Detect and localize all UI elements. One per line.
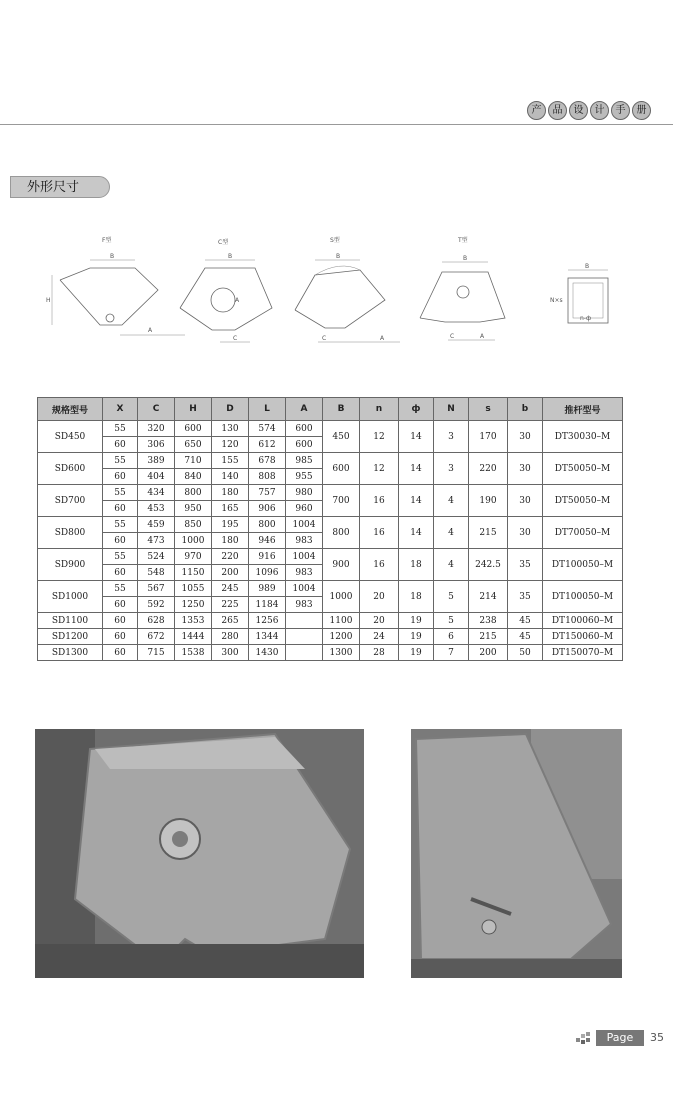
table-row [38, 421, 623, 437]
product-photo-right [411, 729, 622, 978]
table-cell: 60 [103, 565, 138, 581]
table-row [38, 485, 623, 501]
diagram-dim-label: C [233, 335, 238, 342]
table-cell: 5 [434, 581, 469, 613]
table-row [38, 613, 623, 629]
table-cell: 220 [212, 549, 249, 565]
table-cell: 650 [175, 437, 212, 453]
product-photo-left [35, 729, 364, 978]
table-cell: 14 [399, 485, 434, 517]
diagram-c-type [180, 238, 272, 342]
table-cell: 1004 [286, 549, 323, 565]
table-cell: 16 [360, 549, 399, 581]
table-cell: DT50050–M [543, 485, 623, 517]
table-cell: 225 [212, 597, 249, 613]
table-cell: DT100050–M [543, 581, 623, 613]
table-cell: 4 [434, 485, 469, 517]
model-cell: SD600 [38, 453, 103, 485]
table-cell: 1096 [249, 565, 286, 581]
table-cell: 600 [286, 437, 323, 453]
table-cell: 434 [138, 485, 175, 501]
table-cell: 200 [469, 645, 508, 661]
diagram-dim-label: C [450, 333, 455, 340]
diagram-dim-label: B [463, 255, 468, 262]
table-cell: DT100050–M [543, 549, 623, 581]
model-cell: SD900 [38, 549, 103, 581]
table-cell: 1100 [323, 613, 360, 629]
model-cell: SD1300 [38, 645, 103, 661]
col-header: 规格型号 [38, 398, 103, 421]
table-cell: 946 [249, 533, 286, 549]
col-header: B [323, 398, 360, 421]
table-cell: 19 [399, 645, 434, 661]
table-cell: 672 [138, 629, 175, 645]
table-cell: 989 [249, 581, 286, 597]
table-cell: 700 [323, 485, 360, 517]
table-cell: 600 [323, 453, 360, 485]
table-row [38, 517, 623, 533]
table-header-row [38, 398, 623, 421]
col-header: 推杆型号 [543, 398, 623, 421]
brand-char: 手 [611, 101, 630, 120]
col-header: s [469, 398, 508, 421]
table-cell: 130 [212, 421, 249, 437]
table-cell: 45 [508, 629, 543, 645]
table-cell: 592 [138, 597, 175, 613]
brand-title [527, 101, 651, 120]
table-row [38, 645, 623, 661]
diagram-flange [550, 263, 608, 323]
footer-page-label: Page [596, 1030, 644, 1046]
table-cell: 980 [286, 485, 323, 501]
model-cell: SD450 [38, 421, 103, 453]
diagram-dim-label: A [380, 335, 385, 342]
table-cell: 55 [103, 485, 138, 501]
diagram-dim-label: H [46, 297, 51, 304]
table-cell: 900 [323, 549, 360, 581]
model-cell: SD700 [38, 485, 103, 517]
table-cell: 60 [103, 597, 138, 613]
table-cell: 3 [434, 453, 469, 485]
table-cell: DT150070–M [543, 645, 623, 661]
table-cell: 1353 [175, 613, 212, 629]
table-cell: 190 [469, 485, 508, 517]
table-cell: 12 [360, 421, 399, 453]
dimension-diagrams [40, 230, 630, 355]
table-cell: 950 [175, 501, 212, 517]
table-cell: 140 [212, 469, 249, 485]
table-cell: 245 [212, 581, 249, 597]
table-cell: 1004 [286, 581, 323, 597]
col-header: X [103, 398, 138, 421]
table-cell: 612 [249, 437, 286, 453]
table-cell: 600 [175, 421, 212, 437]
spec-table [37, 397, 623, 661]
brand-char: 册 [632, 101, 651, 120]
table-cell: 55 [103, 421, 138, 437]
table-cell: 214 [469, 581, 508, 613]
table-cell: 155 [212, 453, 249, 469]
table-cell: 55 [103, 517, 138, 533]
model-cell: SD1200 [38, 629, 103, 645]
table-cell: 955 [286, 469, 323, 485]
table-cell: 1000 [323, 581, 360, 613]
section-title: 外形尺寸 [10, 176, 110, 198]
table-cell: 710 [175, 453, 212, 469]
col-header: N [434, 398, 469, 421]
table-row [38, 629, 623, 645]
table-cell: 916 [249, 549, 286, 565]
table-cell: 524 [138, 549, 175, 565]
table-cell: 4 [434, 549, 469, 581]
brand-char: 品 [548, 101, 567, 120]
table-cell: 1430 [249, 645, 286, 661]
model-cell: SD1100 [38, 613, 103, 629]
table-cell: 3 [434, 421, 469, 453]
table-cell: 320 [138, 421, 175, 437]
table-cell: 1184 [249, 597, 286, 613]
table-cell: 55 [103, 581, 138, 597]
table-cell: 970 [175, 549, 212, 565]
table-cell: 14 [399, 517, 434, 549]
table-cell: DT50050–M [543, 453, 623, 485]
diagram-s-label: S型 [330, 237, 340, 244]
table-cell: 238 [469, 613, 508, 629]
table-cell: 60 [103, 437, 138, 453]
table-cell: 180 [212, 485, 249, 501]
table-cell: 170 [469, 421, 508, 453]
table-cell: 757 [249, 485, 286, 501]
table-cell: 404 [138, 469, 175, 485]
table-cell: 35 [508, 549, 543, 581]
col-header: D [212, 398, 249, 421]
table-cell [286, 629, 323, 645]
table-cell: 30 [508, 517, 543, 549]
footer-page-number: 35 [650, 1031, 664, 1044]
diagram-dim-label: A [148, 327, 153, 334]
col-header: b [508, 398, 543, 421]
header-rule [0, 124, 673, 125]
table-cell: 60 [103, 613, 138, 629]
table-cell: 4 [434, 517, 469, 549]
table-cell: 850 [175, 517, 212, 533]
table-cell: 16 [360, 485, 399, 517]
table-cell: 453 [138, 501, 175, 517]
table-cell: 18 [399, 549, 434, 581]
table-cell: 800 [323, 517, 360, 549]
diagram-f-type [46, 236, 185, 335]
table-cell: 906 [249, 501, 286, 517]
table-cell: 678 [249, 453, 286, 469]
model-cell: SD1000 [38, 581, 103, 613]
table-cell: 20 [360, 613, 399, 629]
diagram-dim-label: B [585, 263, 590, 270]
table-cell: 800 [175, 485, 212, 501]
table-cell: 567 [138, 581, 175, 597]
table-cell: 60 [103, 469, 138, 485]
table-cell: 300 [212, 645, 249, 661]
table-cell: 1344 [249, 629, 286, 645]
table-cell: 808 [249, 469, 286, 485]
table-cell: 195 [212, 517, 249, 533]
diagram-dim-label: n-ф [580, 315, 592, 322]
table-cell: 600 [286, 421, 323, 437]
table-cell: 473 [138, 533, 175, 549]
table-cell: 55 [103, 549, 138, 565]
table-row [38, 581, 623, 597]
table-row [38, 549, 623, 565]
table-cell: 28 [360, 645, 399, 661]
col-header: C [138, 398, 175, 421]
table-cell: 30 [508, 421, 543, 453]
diagram-f-label: F型 [102, 237, 112, 244]
table-cell: 50 [508, 645, 543, 661]
table-cell: 983 [286, 597, 323, 613]
table-cell: 215 [469, 517, 508, 549]
table-cell: 220 [469, 453, 508, 485]
table-cell [286, 613, 323, 629]
table-cell: 1300 [323, 645, 360, 661]
col-header: A [286, 398, 323, 421]
table-cell: 389 [138, 453, 175, 469]
brand-char: 计 [590, 101, 609, 120]
table-cell: 459 [138, 517, 175, 533]
table-cell: 574 [249, 421, 286, 437]
table-cell: 60 [103, 533, 138, 549]
table-cell: 30 [508, 453, 543, 485]
table-cell: 1538 [175, 645, 212, 661]
brand-char: 设 [569, 101, 588, 120]
table-cell: 985 [286, 453, 323, 469]
table-cell: 983 [286, 565, 323, 581]
table-cell: 180 [212, 533, 249, 549]
brand-char: 产 [527, 101, 546, 120]
table-cell: 200 [212, 565, 249, 581]
diagram-dim-label: A [235, 297, 240, 304]
col-header: L [249, 398, 286, 421]
table-cell: 628 [138, 613, 175, 629]
table-cell: 715 [138, 645, 175, 661]
footer-decoration-icon [576, 1032, 594, 1046]
table-cell: 55 [103, 453, 138, 469]
table-cell: 7 [434, 645, 469, 661]
table-cell: DT70050–M [543, 517, 623, 549]
table-cell: 1055 [175, 581, 212, 597]
diagram-dim-label: B [110, 253, 115, 260]
model-cell: SD800 [38, 517, 103, 549]
table-cell: 1200 [323, 629, 360, 645]
table-cell: 983 [286, 533, 323, 549]
table-cell: DT150060–M [543, 629, 623, 645]
table-cell: 60 [103, 501, 138, 517]
table-cell: 20 [360, 581, 399, 613]
diagram-dim-label: N×s [550, 297, 563, 304]
table-cell: 548 [138, 565, 175, 581]
table-cell: DT30030–M [543, 421, 623, 453]
table-cell: 1150 [175, 565, 212, 581]
table-cell: 1444 [175, 629, 212, 645]
diagram-s-type [295, 236, 400, 342]
table-cell: 19 [399, 613, 434, 629]
table-cell: 30 [508, 485, 543, 517]
diagram-t-label: T型 [458, 237, 468, 244]
diagram-dim-label: B [228, 253, 233, 260]
table-cell: 60 [103, 629, 138, 645]
table-cell: 242.5 [469, 549, 508, 581]
table-cell: DT100060–M [543, 613, 623, 629]
table-cell: 450 [323, 421, 360, 453]
table-cell: 265 [212, 613, 249, 629]
table-cell: 1004 [286, 517, 323, 533]
col-header: n [360, 398, 399, 421]
table-cell: 1000 [175, 533, 212, 549]
diagram-t-type [420, 236, 505, 340]
diagram-c-label: C型 [218, 239, 229, 246]
table-cell: 6 [434, 629, 469, 645]
table-cell: 45 [508, 613, 543, 629]
table-cell: 14 [399, 453, 434, 485]
table-cell: 215 [469, 629, 508, 645]
table-cell: 120 [212, 437, 249, 453]
diagram-dim-label: C [322, 335, 327, 342]
table-cell: 800 [249, 517, 286, 533]
table-cell: 35 [508, 581, 543, 613]
table-row [38, 453, 623, 469]
diagram-dim-label: A [480, 333, 485, 340]
col-header: H [175, 398, 212, 421]
table-cell: 19 [399, 629, 434, 645]
table-cell: 280 [212, 629, 249, 645]
table-cell: 306 [138, 437, 175, 453]
col-header: ф [399, 398, 434, 421]
table-cell: 18 [399, 581, 434, 613]
table-cell: 840 [175, 469, 212, 485]
table-cell: 16 [360, 517, 399, 549]
table-cell: 1250 [175, 597, 212, 613]
table-cell: 14 [399, 421, 434, 453]
table-cell: 5 [434, 613, 469, 629]
table-cell: 12 [360, 453, 399, 485]
diagram-dim-label: B [336, 253, 341, 260]
table-cell: 960 [286, 501, 323, 517]
table-cell: 60 [103, 645, 138, 661]
table-cell: 1256 [249, 613, 286, 629]
table-cell: 24 [360, 629, 399, 645]
table-cell: 165 [212, 501, 249, 517]
table-cell [286, 645, 323, 661]
